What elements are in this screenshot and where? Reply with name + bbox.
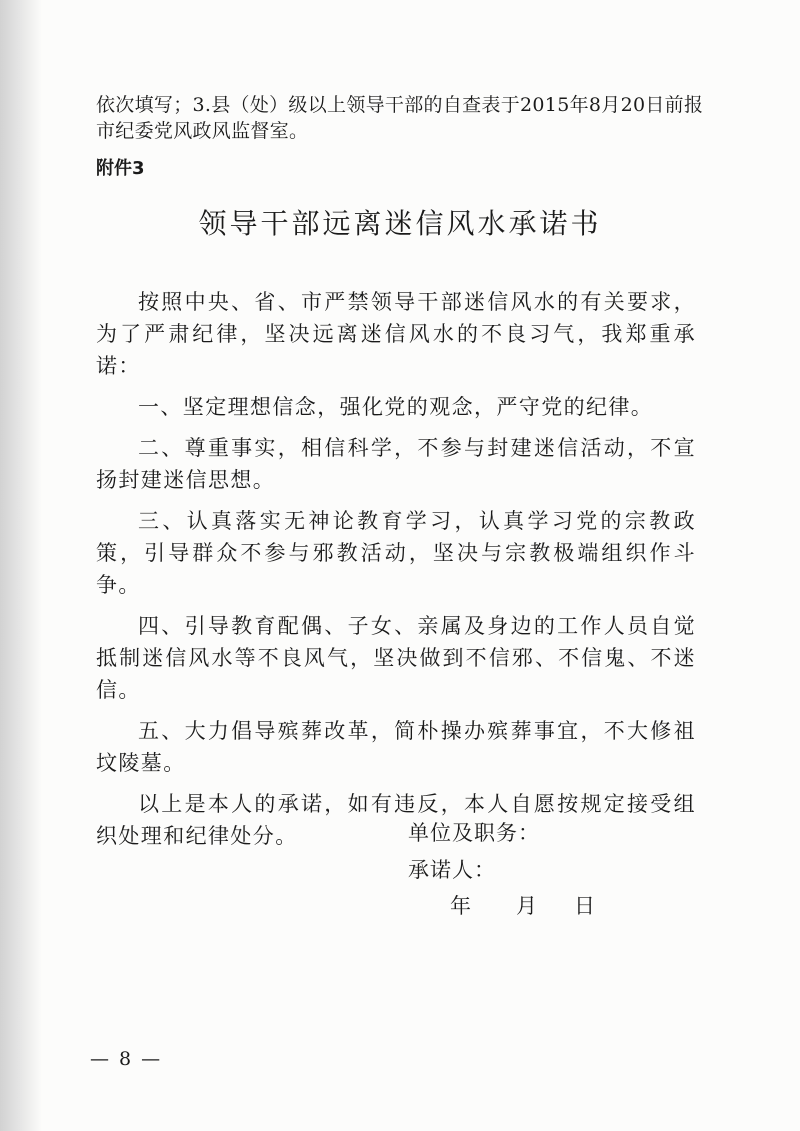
document-title: 领导干部远离迷信风水承诺书 [198,207,602,240]
unit-position-label: 单位及职务： [408,821,540,845]
page-number: — 8 — [90,1048,163,1070]
pledge-item-4: 四、引导教育配偶、子女、亲属及身边的工作人员自觉抵制迷信风水等不良风气，坚决做到不信邪、不信鬼、不迷信。 [96,614,696,702]
continued-note-line-2: 市纪委党风政风监督室。 [96,120,309,142]
attachment-label: 附件3 [96,158,145,179]
pledger-label: 承诺人： [408,858,496,882]
date-line [450,891,610,921]
date-month-label: 月 [516,894,537,918]
scan-edge-shadow [0,0,42,1131]
pledge-item-2: 二、尊重事实，相信科学，不参与封建迷信活动，不宣扬封建迷信思想。 [96,436,696,492]
continued-note [96,92,716,144]
pledge-item-3: 三、认真落实无神论教育学习，认真学习党的宗教政策，引导群众不参与邪教活动，坚决与宗教极端组织作斗争。 [96,509,696,597]
continued-note-line-1: 依次填写；3.县（处）级以上领导干部的自查表于2015年8月20日前报 [96,94,704,116]
date-day-label: 日 [574,894,595,918]
pledge-intro: 按照中央、省、市严禁领导干部迷信风水的有关要求，为了严肃纪律，坚决远离迷信风水的不良习气，我郑重承诺： [96,290,696,378]
date-year-label: 年 [450,894,471,918]
pledge-body [96,286,696,861]
pledge-item-1: 一、坚定理想信念，强化党的观念，严守党的纪律。 [138,395,654,419]
pledge-closing: 以上是本人的承诺，如有违反，本人自愿按规定接受组织处理和纪律处分。 [96,792,696,848]
pledge-item-5: 五、大力倡导殡葬改革，简朴操办殡葬事宜，不大修祖坟陵墓。 [96,719,696,775]
